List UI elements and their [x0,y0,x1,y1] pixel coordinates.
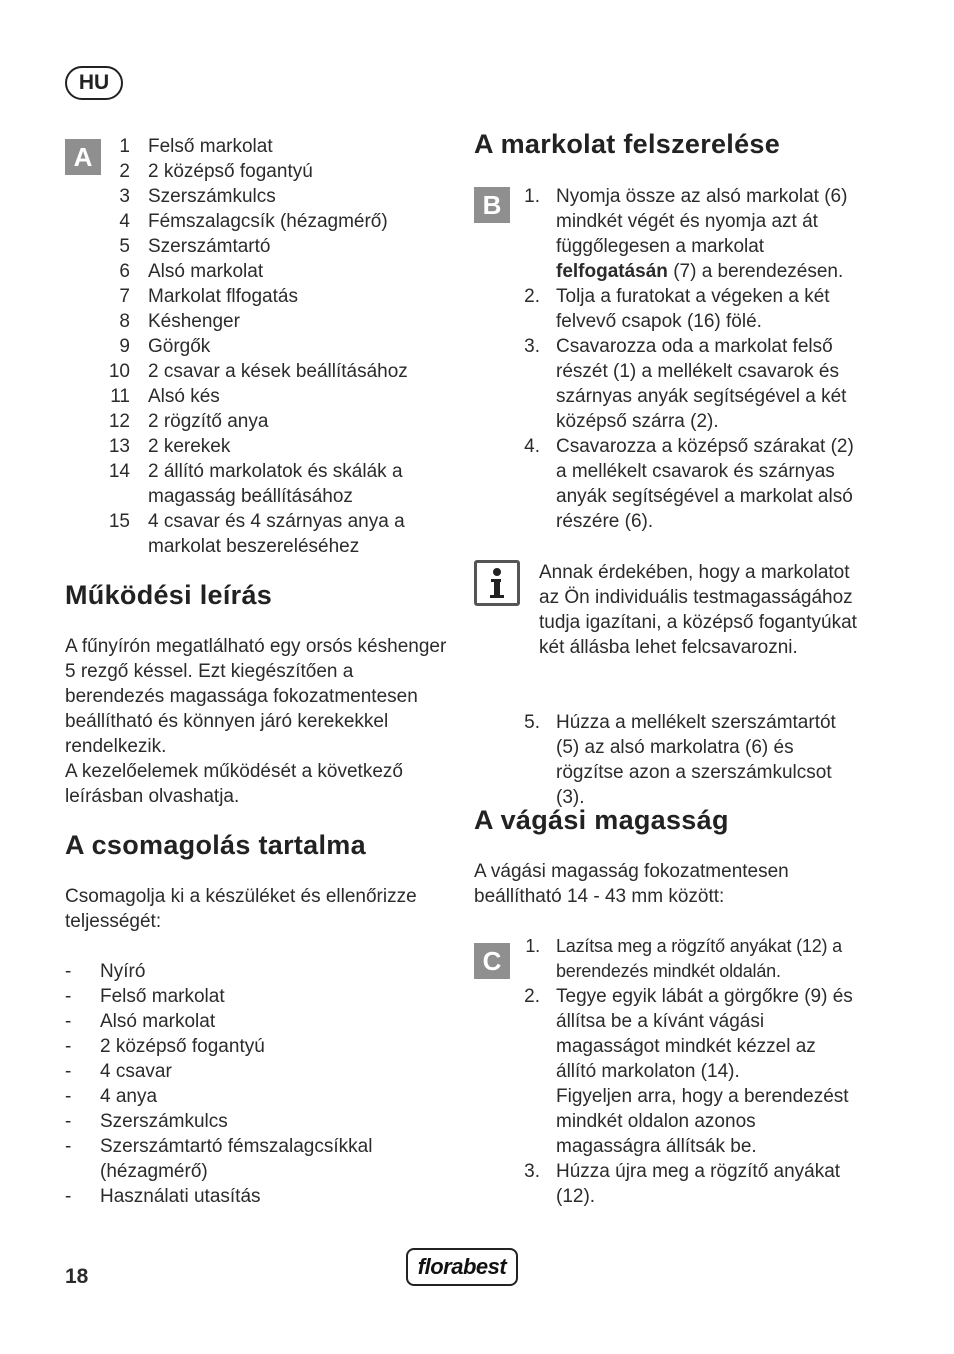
figure-label-b: B [474,187,510,223]
step-item: 1. Nyomja össze az alsó markolat (6) mindkét végét és nyomja azt át függőlegesen a markolat felfogatásán (7) a berendezésen. [524,186,848,282]
brand-logo: florabest [406,1248,518,1286]
vagasi-steps [506,934,860,1209]
mukodesi-text [65,634,449,809]
paragraph: A fűnyírón megatlálható egy orsós késhenger 5 rezgő késsel. Ezt kiegészítően a berendezés magassága fokozatmentesen beállítható és könnyen járó kerekekkel rendelkezik. [65,636,447,757]
list-item: - Szerszámkulcs [65,1111,228,1132]
markolat-steps [506,184,860,534]
heading-vagasi: A vágási magasság [474,805,729,835]
list-item: - Alsó markolat [65,1011,216,1032]
step-item: 2. Tolja a furatokat a végeken a két felvevő csapok (16) fölé. [524,286,830,332]
list-item: - Felső markolat [65,986,225,1007]
csomagolas-intro: Csomagolja ki a készüléket és ellenőrizze teljességét: [65,886,417,932]
list-item: 11 Alsó kés [110,386,220,407]
figure-label-c: C [474,943,510,979]
list-item: - Szerszámtartó fémszalagcsíkkal (hézagmérő) [65,1136,373,1182]
list-item: 14 2 állító markolatok és skálák a magasság beállításához [108,461,403,507]
list-item: 7 Markolat flfogatás [119,286,298,307]
heading-csomagolas: A csomagolás tartalma [65,830,366,860]
step-item: 5. Húzza a mellékelt szerszámtartót (5) az alsó markolatra (6) és rögzítse azon a szerszámkulcsot (3). [524,712,836,808]
list-item: 8 Késhenger [119,311,240,332]
list-item: 2 2 középső fogantyú [119,161,313,182]
markolat-step5 [506,710,860,810]
step-item: Figyeljen arra, hogy a berendezést mindkét oldalon azonos magasságra állítsák be. [556,1086,849,1157]
list-item: 1 Felső markolat [119,136,273,157]
list-item: - 4 csavar [65,1061,172,1082]
info-text: Annak érdekében, hogy a markolatot az Ön individuális testmagasságához tudja igazítani, a középső fogantyúkat két állásba lehet felcsavarozni. [539,562,857,658]
package-contents-list [65,959,449,1209]
page-number: 18 [65,1265,89,1288]
list-item: 15 4 csavar és 4 szárnyas anya a markolat beszereléséhez [108,511,405,557]
heading-mukodesi: Működési leírás [65,580,273,610]
info-icon [474,560,520,606]
list-item: 3 Szerszámkulcs [119,186,276,207]
language-badge: HU [65,66,123,100]
figure-label-a: A [65,139,101,175]
parts-list [100,134,460,559]
vagasi-intro: A vágási magasság fokozatmentesen beállítható 14 - 43 mm között: [474,861,789,907]
list-item: 12 2 rögzítő anya [108,411,269,432]
list-item: 10 2 csavar a kések beállításához [108,361,408,382]
list-item: - 4 anya [65,1086,158,1107]
heading-markolat: A markolat felszerelése [474,129,781,159]
list-item: 5 Szerszámtartó [119,236,271,257]
step-item: 2. Tegye egyik lábát a görgőkre (9) és állítsa be a kívánt vágási magasságot mindkét kézzel az állító markolaton (14). [524,986,853,1082]
step-item: 4. Csavarozza a középső szárakat (2) a mellékelt csavarok és szárnyas anyák segítségével a markolat alsó részére (6). [524,436,854,532]
list-item: 6 Alsó markolat [119,261,264,282]
list-item: 13 2 kerekek [108,436,231,457]
paragraph: A kezelőelemek működését a következő leírásban olvashatja. [65,761,403,807]
list-item: - Használati utasítás [65,1186,261,1207]
list-item: - Nyíró [65,961,146,982]
step-item: 1. Lazítsa meg a rögzítő anyákat (12) a berendezés mindkét oldalán. [525,936,842,981]
list-item: 4 Fémszalagcsík (hézagmérő) [119,211,388,232]
step-item: 3. Húzza újra meg a rögzítő anyákat (12). [524,1161,841,1207]
list-item: - 2 középső fogantyú [65,1036,265,1057]
step-item: 3. Csavarozza oda a markolat felső részét (1) a mellékelt csavarok és szárnyas anyák segítségével a két középső szárra (2). [524,336,847,432]
list-item: 9 Görgők [119,336,211,357]
